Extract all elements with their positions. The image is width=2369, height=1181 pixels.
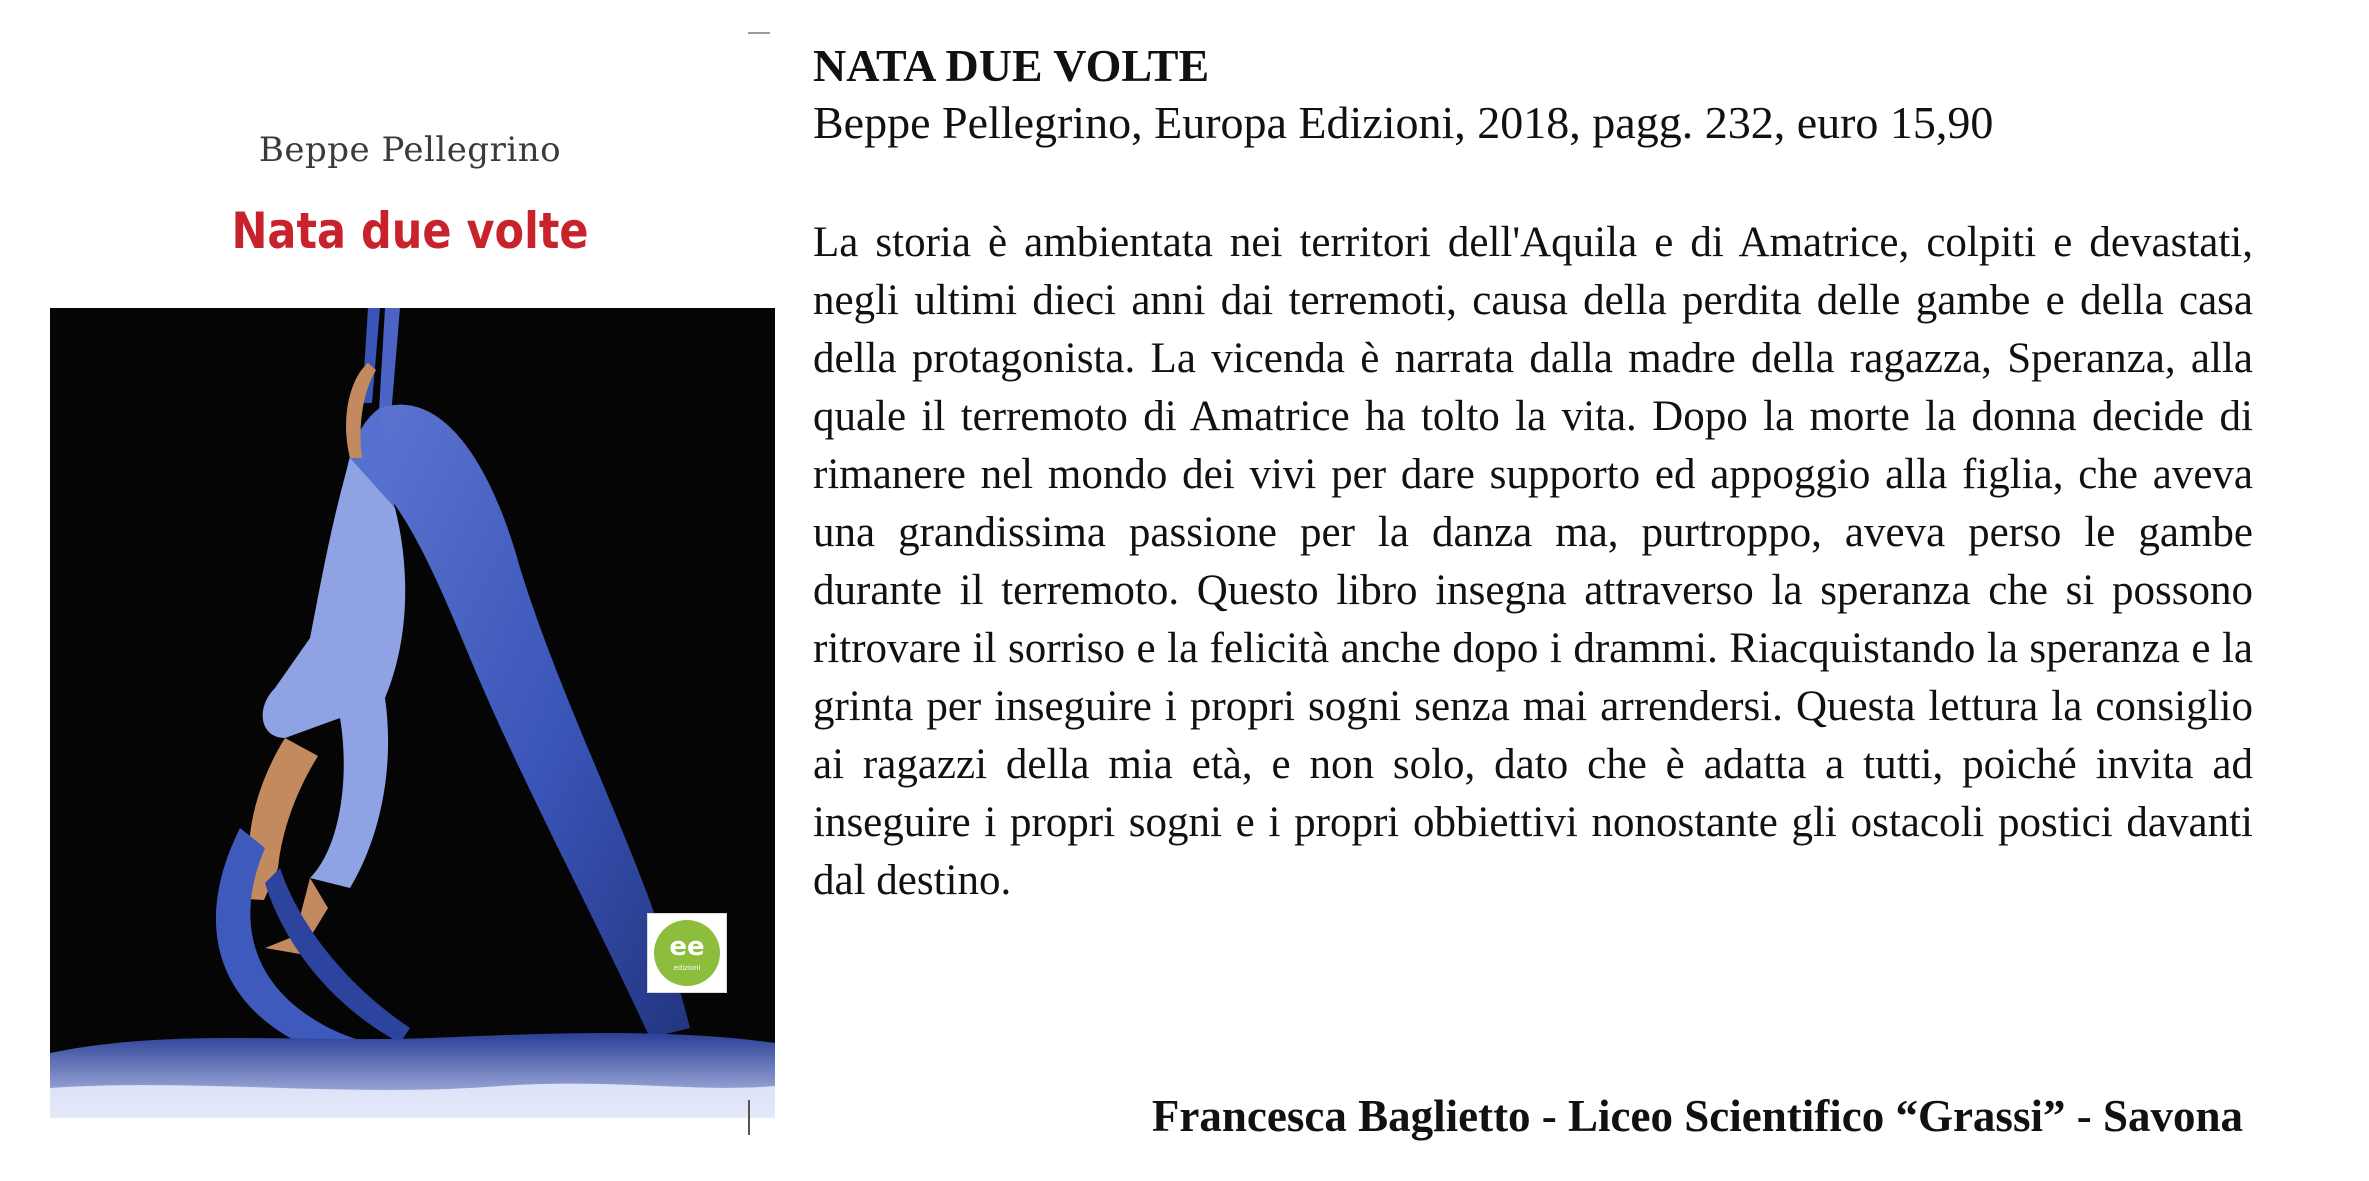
crop-mark: [748, 1100, 750, 1135]
review-text: La storia è ambientata nei territori dell'Aquila e di Amatrice, colpiti e devastati, negli ultimi dieci anni dai terremoti, causa della perdita delle gambe e della casa della protagonista. La vicenda è narrata dalla madre della ragazza, Speranza, alla quale il terremoto di Amatrice ha tolto la vita. Dopo la morte la donna decide di rimanere nel mondo dei vivi per dare supporto ed appoggio alla figlia, che aveva una grandissima passione per la danza ma, purtroppo, aveva perso le gambe durante il terremoto. Questo libro insegna attraverso la speranza che si possono ritrovare il sorriso e la felicità anche dopo i drammi. Riacquistando la speranza e la grinta per inseguire i propri sogni senza mai arrendersi. Questa lettura la consiglio ai ragazzi della mia età, e non solo, dato che è adatta a tutti, poiché invita ad inseguire i propri sogni e i propri obbiettivi nonostante gli ostacoli postici davanti dal destino.: [813, 219, 2253, 904]
scan-mark: [748, 32, 770, 34]
review-signature: Francesca Baglietto - Liceo Scientifico “Grassi” - Savona: [1151, 1091, 2243, 1141]
book-title: NATA DUE VOLTE: [813, 40, 1210, 91]
cover-author: Beppe Pellegrino: [258, 130, 562, 170]
publisher-logo-mark: ee: [669, 932, 705, 962]
book-cover: [45, 110, 775, 1120]
publisher-logo: [647, 913, 727, 993]
book-details: Beppe Pellegrino, Europa Edizioni, 2018, pagg. 232, euro 15,90: [813, 97, 1994, 148]
aerial-dancer-illustration: [50, 308, 775, 1118]
cover-title: Nata due volte: [231, 202, 589, 260]
publisher-logo-text: edizioni: [673, 964, 701, 972]
cover-illustration: [50, 308, 775, 1118]
